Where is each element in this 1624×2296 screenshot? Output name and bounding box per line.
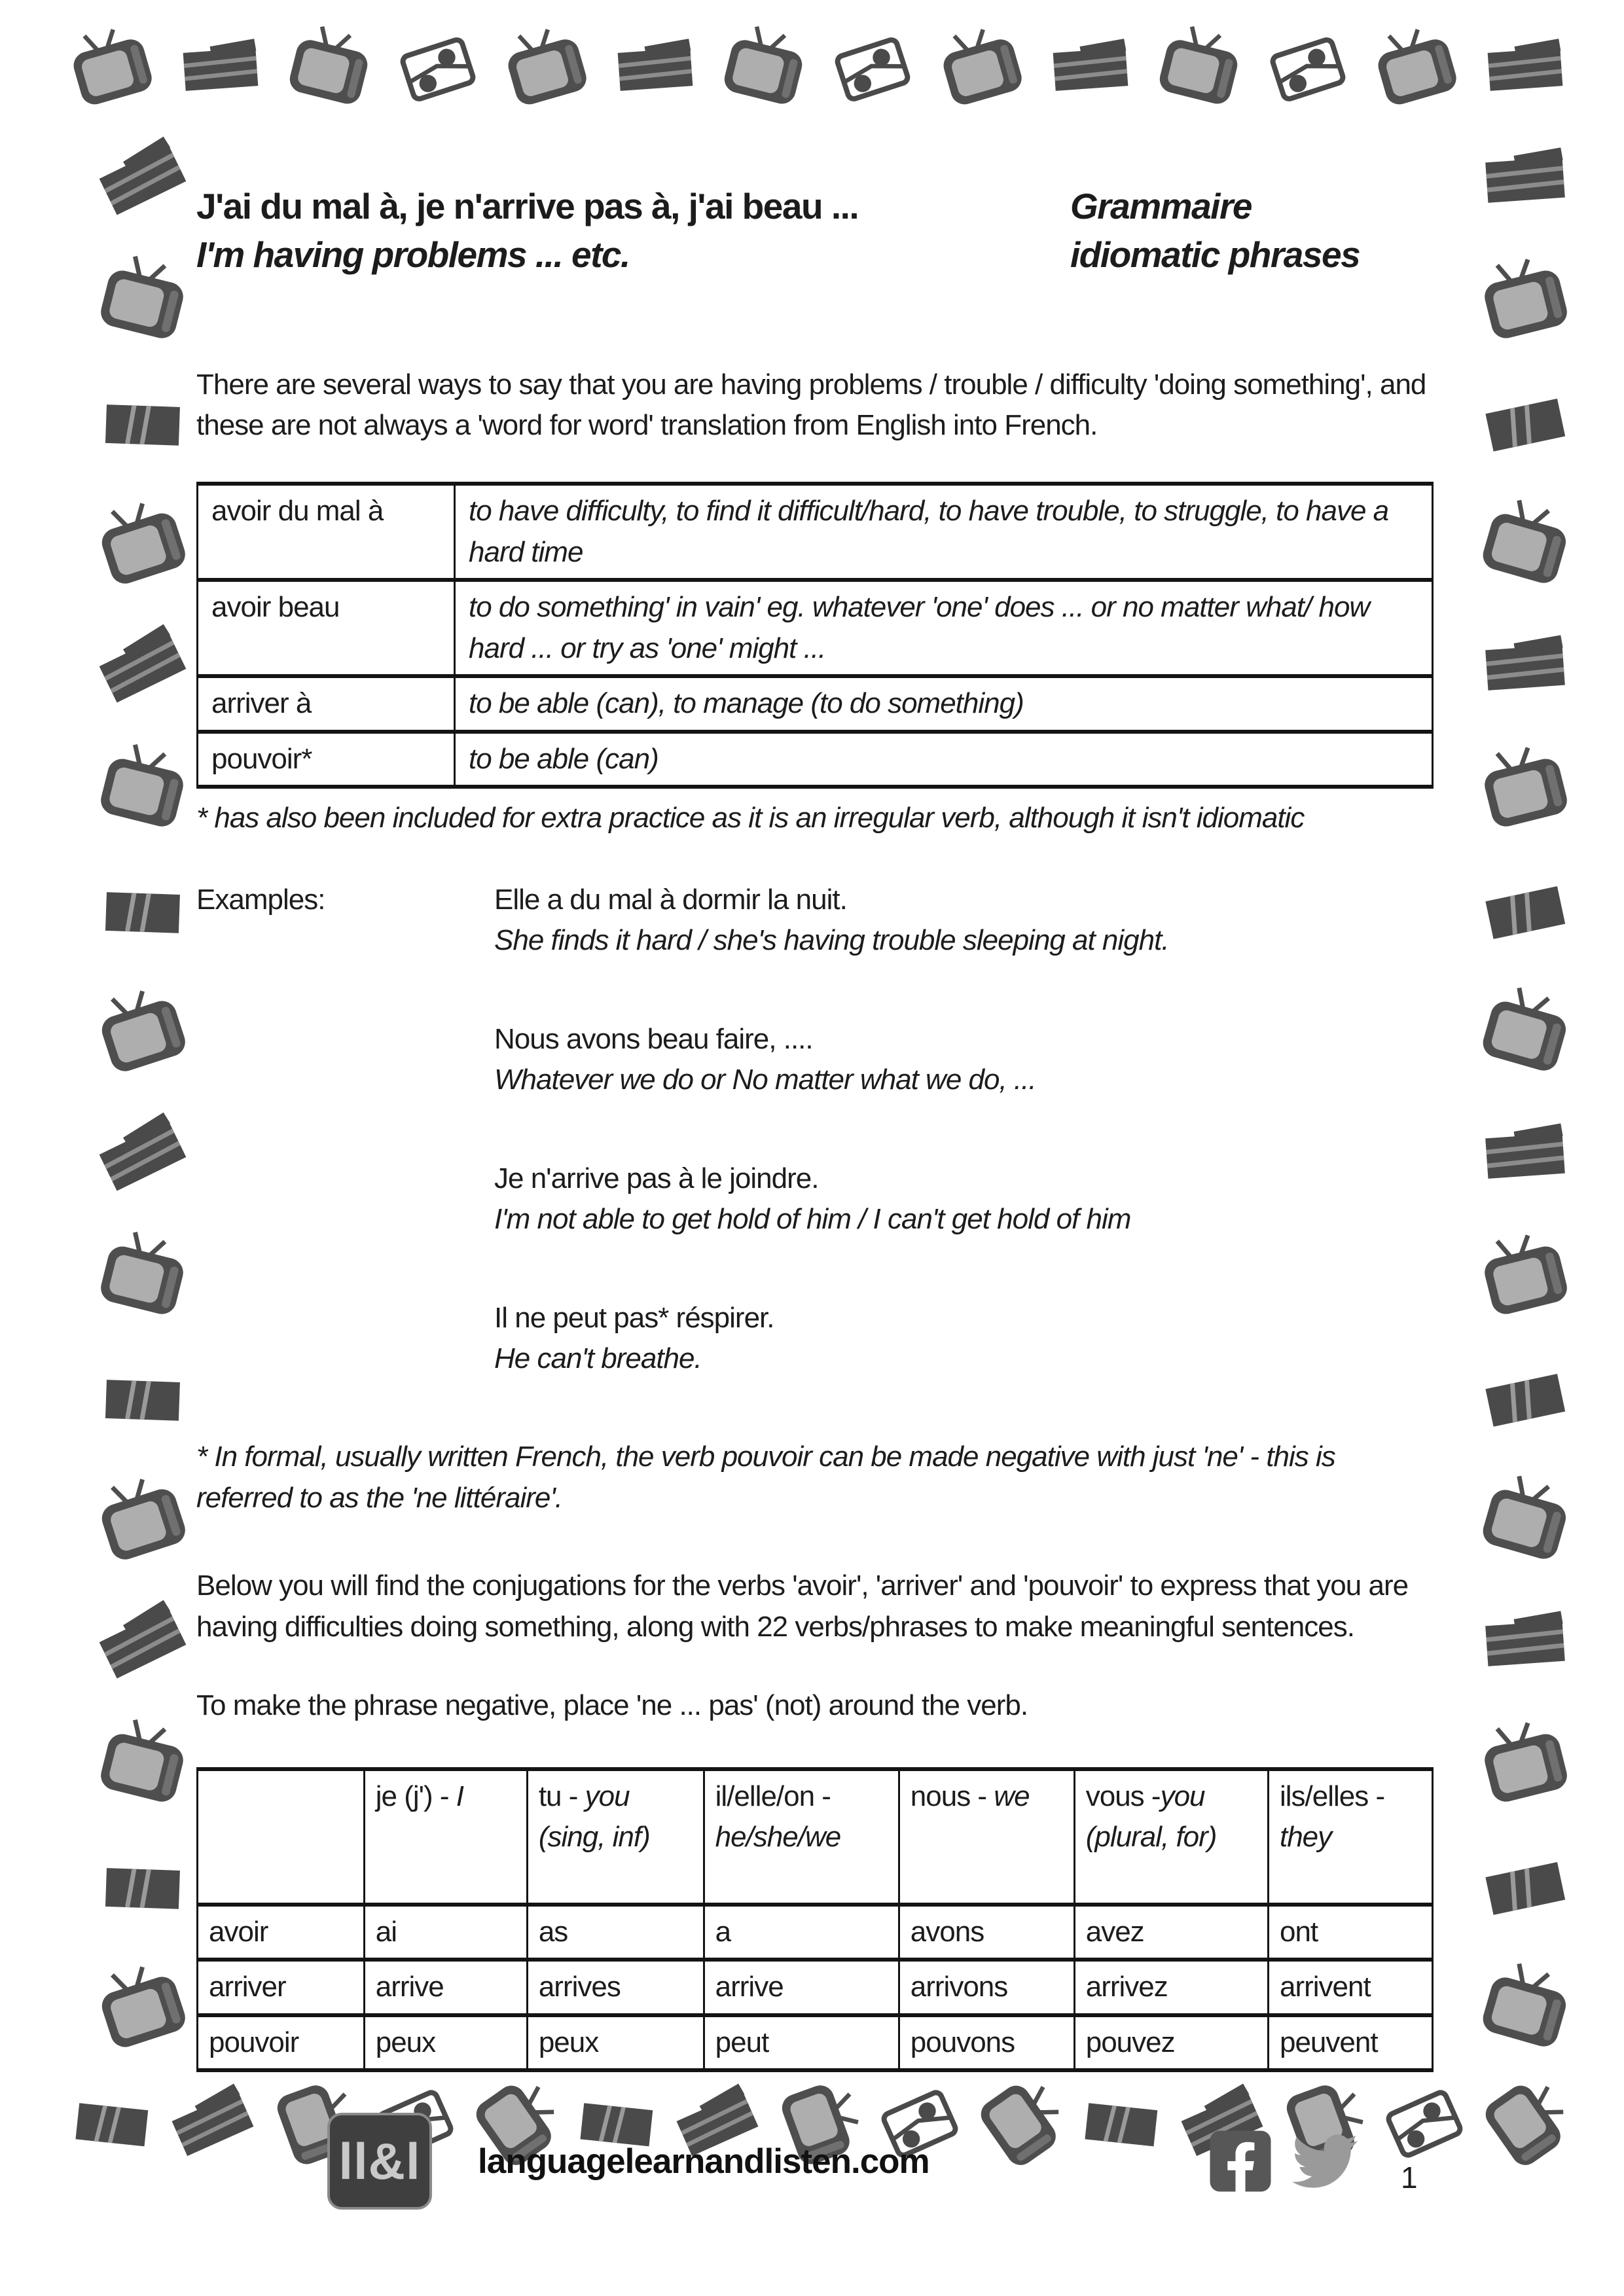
table-row — [198, 1960, 1433, 2015]
newspaper-icon — [1040, 19, 1140, 119]
conjugation-cell: as — [527, 1905, 704, 1960]
conjugation-header-cell — [527, 1769, 704, 1905]
example-french: Il ne peut pas* réspirer. — [494, 1301, 774, 1334]
tv-icon — [84, 976, 200, 1091]
newspaper-icon — [171, 19, 271, 119]
definitions-table-body — [198, 484, 1433, 787]
tv-icon — [1470, 1222, 1581, 1333]
conjugation-cell: arrivent — [1268, 1960, 1432, 2015]
example-item — [494, 1158, 1434, 1240]
definition-cell: to be able (can), to manage (to do something) — [455, 676, 1433, 731]
pronoun-french: nous - — [910, 1780, 994, 1812]
border-top-decoration — [69, 18, 1568, 120]
term-cell: pouvoir* — [198, 732, 455, 787]
tv-icon — [87, 734, 198, 846]
conjugation-cell: a — [704, 1905, 899, 1960]
book-icon — [1475, 1837, 1576, 1938]
book-icon — [61, 2073, 164, 2176]
conjugation-cell: avons — [899, 1905, 1074, 1960]
tv-icon — [84, 1463, 200, 1579]
example-french: Je n'arrive pas à le joindre. — [494, 1162, 819, 1194]
negative-instruction-paragraph: To make the phrase negative, place 'ne ... pas' (not) around the verb. — [196, 1689, 1028, 1722]
conjugation-cell: peux — [527, 2015, 704, 2070]
pronoun-french: il/elle/on - — [715, 1780, 831, 1812]
tv-icon — [1470, 1710, 1581, 1821]
tv-icon — [84, 488, 200, 603]
pronoun-french: ils/elles - — [1279, 1780, 1385, 1812]
conjugation-cell: peux — [364, 2015, 527, 2070]
example-english: He can't breathe. — [494, 1342, 702, 1374]
page-title-english: I'm having problems ... etc. — [196, 234, 630, 276]
conjugations-intro-paragraph: Below you will find the conjugations for the verbs 'avoir', 'arriver' and 'pouvoir' to express that you are having difficulties doing something, along with 22 verbs/phrases to make meaningful sentences. — [196, 1570, 1409, 1643]
table-row — [198, 2015, 1433, 2070]
book-icon — [1475, 1349, 1576, 1450]
conjugation-header-cell — [899, 1769, 1074, 1905]
tv-icon — [87, 246, 198, 357]
verb-cell: pouvoir — [198, 2015, 365, 2070]
example-item — [494, 1019, 1434, 1101]
tv-icon — [84, 1952, 200, 2067]
pronoun-french: tu - — [538, 1780, 585, 1812]
tv-icon — [58, 16, 165, 122]
site-logo: ll&l — [327, 2113, 432, 2210]
term-cell: avoir beau — [198, 580, 455, 676]
example-english: Whatever we do or No matter what we do, ... — [494, 1064, 1036, 1096]
conjugation-cell: ai — [364, 1905, 527, 1960]
verb-cell: avoir — [198, 1905, 365, 1960]
twitter-icon[interactable] — [1285, 2128, 1365, 2194]
conjugation-cell: peut — [704, 2015, 899, 2070]
pronoun-english: I — [456, 1780, 464, 1812]
newspaper-icon — [1471, 1103, 1578, 1209]
tv-icon — [1468, 489, 1581, 602]
newspaper-icon — [88, 613, 196, 722]
tv-icon — [712, 16, 816, 121]
website-link[interactable]: languagelearnandlisten.com — [478, 2142, 929, 2181]
cash-icon — [824, 20, 922, 118]
tv-icon — [87, 1222, 198, 1333]
formal-note: * In formal, usually written French, the verb pouvoir can be made negative with just 'ne' - this is referred to as the 'ne littéraire'. — [196, 1441, 1335, 1514]
pronoun-english: you (sing, inf) — [538, 1780, 650, 1854]
newspaper-icon — [88, 1589, 196, 1698]
example-item — [494, 880, 1434, 961]
newspaper-icon — [1471, 127, 1578, 233]
page-content — [196, 182, 1434, 2210]
table-row — [198, 1905, 1433, 1960]
definitions-table — [196, 482, 1434, 789]
example-french: Nous avons beau faire, .... — [494, 1022, 813, 1055]
conjugation-cell: avez — [1074, 1905, 1268, 1960]
conjugation-header-cell — [1074, 1769, 1268, 1905]
example-item — [494, 1298, 1434, 1380]
pronoun-french: vous - — [1085, 1780, 1161, 1812]
definition-cell: to do something' in vain' eg. whatever 'one' does ... or no matter what/ how hard ... or try as 'one' might ... — [455, 580, 1433, 676]
examples-label: Examples: — [196, 883, 325, 916]
table-row — [198, 484, 1433, 580]
example-english: She finds it hard / she's having trouble sleeping at night. — [494, 924, 1169, 957]
tv-icon — [87, 1710, 198, 1821]
border-right-decoration — [1448, 134, 1602, 2055]
conjugation-table-body — [198, 1905, 1433, 2070]
conjugation-header-row — [198, 1769, 1433, 1905]
examples-list — [494, 880, 1434, 1437]
book-icon — [1475, 374, 1576, 475]
newspaper-icon — [1471, 1590, 1578, 1696]
cash-icon — [1259, 20, 1356, 118]
pronoun-english: we — [994, 1780, 1030, 1812]
topic-line1: Grammaire — [1070, 186, 1252, 226]
tv-icon — [1147, 16, 1252, 121]
table-row — [198, 580, 1433, 676]
definition-cell: to be able (can) — [455, 732, 1433, 787]
conjugation-cell: arrives — [527, 1960, 704, 2015]
conjugation-cell: arrive — [704, 1960, 899, 2015]
tv-icon — [1363, 16, 1470, 122]
tv-icon — [1468, 1465, 1581, 1578]
header — [196, 182, 1434, 279]
example-french: Elle a du mal à dormir la nuit. — [494, 883, 847, 916]
topic-label — [1070, 182, 1434, 279]
conjugation-cell: arrivez — [1074, 1960, 1268, 2015]
conjugation-cell: ont — [1268, 1905, 1432, 1960]
newspaper-icon — [1475, 19, 1575, 119]
footer — [196, 2113, 1434, 2210]
tv-icon — [277, 16, 382, 121]
newspaper-icon — [88, 1102, 196, 1210]
newspaper-icon — [605, 19, 706, 119]
conjugation-cell: arrive — [364, 1960, 527, 2015]
conjugation-cell: peuvent — [1268, 2015, 1432, 2070]
intro-paragraph: There are several ways to say that you are having problems / trouble / difficulty 'doing something', and these are not always a 'word for word' translation from English into French. — [196, 368, 1426, 441]
table-row — [198, 732, 1433, 787]
conjugation-header-cell — [198, 1769, 365, 1905]
definitions-footnote: * has also been included for extra practice as it is an irregular verb, although it isn't idiomatic — [196, 802, 1305, 834]
pronoun-english: you (plural, for) — [1085, 1780, 1217, 1854]
cash-icon — [389, 20, 487, 118]
book-icon — [90, 860, 194, 963]
conjugation-header-cell — [1268, 1769, 1432, 1905]
border-left-decoration — [69, 134, 216, 2055]
conjugation-table — [196, 1767, 1434, 2072]
tv-icon — [1465, 2064, 1585, 2184]
conjugation-cell: arrivons — [899, 1960, 1074, 2015]
pronoun-french: je (j') - — [375, 1780, 456, 1812]
social-icons — [1209, 2128, 1365, 2194]
conjugation-cell: pouvez — [1074, 2015, 1268, 2070]
book-icon — [1475, 861, 1576, 962]
book-icon — [90, 1836, 194, 1939]
term-cell: arriver à — [198, 676, 455, 731]
book-icon — [90, 372, 194, 476]
newspaper-icon — [88, 126, 196, 234]
examples-section — [196, 880, 1434, 1437]
tv-icon — [1468, 1952, 1581, 2066]
pronoun-english: they — [1279, 1821, 1332, 1854]
example-english: I'm not able to get hold of him / I can't get hold of him — [494, 1203, 1131, 1236]
tv-icon — [1468, 977, 1581, 1090]
tv-icon — [1470, 246, 1581, 357]
page-number: 1 — [1401, 2161, 1418, 2195]
pronoun-english: he/she/we — [715, 1821, 841, 1854]
title-block — [196, 182, 1041, 279]
definition-cell: to have difficulty, to find it difficult/hard, to have trouble, to struggle, to have a hard time — [455, 484, 1433, 580]
tv-icon — [1470, 734, 1581, 846]
page-title-french: J'ai du mal à, je n'arrive pas à, j'ai beau ... — [196, 186, 859, 226]
conjugation-header-cell — [704, 1769, 899, 1905]
topic-line2: idiomatic phrases — [1070, 234, 1360, 276]
tv-icon — [494, 16, 600, 122]
table-row — [198, 676, 1433, 731]
conjugation-header-cell — [364, 1769, 527, 1905]
tv-icon — [928, 16, 1035, 122]
verb-cell: arriver — [198, 1960, 365, 2015]
facebook-icon[interactable] — [1209, 2130, 1272, 2193]
term-cell: avoir du mal à — [198, 484, 455, 580]
newspaper-icon — [1471, 615, 1578, 721]
conjugation-cell: pouvons — [899, 2015, 1074, 2070]
book-icon — [90, 1348, 194, 1451]
